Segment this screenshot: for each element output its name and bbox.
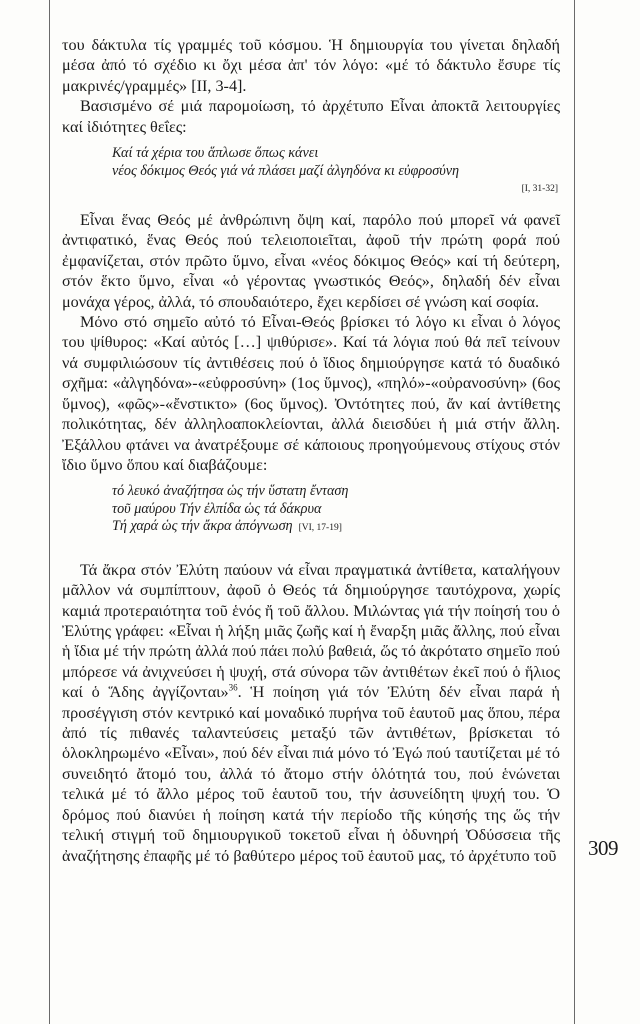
paragraph-5 bbox=[62, 560, 560, 866]
verse-line: νέος δόκιμος Θεός γιά νά πλάσει μαζί ἀλγηδόνα κι εὐφροσύνη bbox=[112, 162, 460, 179]
body-text bbox=[62, 35, 560, 866]
verse-line: Καί τά χέρια του ἅπλωσε ὅπως κάνει bbox=[112, 145, 319, 162]
page-number: 309 bbox=[588, 836, 618, 860]
paragraph-2: Βασισμένο σέ μιά παρομοίωση, τό ἀρχέτυπο Εἶναι ἀποκτᾶ λειτουργίες καί ἰδιότητες θεΐες: bbox=[62, 97, 560, 136]
left-margin-rule bbox=[49, 0, 50, 1024]
paragraph-5-text-continued: . Ἡ ποίηση γιά τόν Ἐλύτη δέν εἶναι παρά ἡ προσέγγιση στόν κεντρικό καί μοναδικό πυρήνα τοῦ ἑαυτοῦ μας ὅπου, πέρα ἀπό τίς πιθανές ταλαντεύσεις μεταξύ τῶν ἀντιθέτων, βρίσκεται τό ὁλοκληρωμένο «Εἶναι», πού δέν εἶναι πιά μόνο τό Ἐγώ πού ταυτίζεται μέ τό συνειδητό ἄτομό του, ἀλλά τό ἄτομο στήν ὁλότητά του, πού ἑνώνεται τελικά μέ τό ἄλλο μέρος τοῦ ἑαυτοῦ του, τήν ἀσυνείδητη ψυχή του. Ὁ δρόμος πού διανύει ἡ ποίηση κατά τήν περίοδο τῆς κύησής της ὥς τήν τελική στιγμή τοῦ δημιουργικοῦ τοκετοῦ εἶναι ἡ ὀδυνηρή Ὀδύσσεια τῆς ἀναζήτησης ἐπαφῆς μέ τό βαθύτερο μέρος τοῦ ἑαυτοῦ μας, τό ἀρχέτυπο τοῦ bbox=[62, 683, 560, 865]
verse-line: τοῦ μαύρου Τήν ἐλπίδα ὡς τά δάκρυα bbox=[112, 500, 322, 517]
verse-quote-1 bbox=[112, 145, 560, 196]
verse-line-text: Τή χαρά ὡς τήν ἄκρα ἀπόγνωση bbox=[112, 518, 293, 535]
verse-citation: [I, 31-32] bbox=[521, 184, 558, 195]
paragraph-3: Εἶναι ἕνας Θεός μέ ἀνθρώπινη ὄψη καί, παρόλο πού μπορεῖ νά φανεῖ ἀντιφατικό, ἕνας Θεός πού τελειοποιεῖται, ἀφοῦ τήν πρώτη φορά πού ἐμφανίζεται, στόν πρῶτο ὕμνο, εἶναι «νέος δόκιμος Θεός» καί τή δεύτερη, στόν ἕκτο ὕμνο, εἶναι «ὁ γέροντας γνωστικός Θεός», δηλαδή δέν εἶναι μονάχα γέρος, ἀλλά, τό σπουδαιότερο, ἔχει κερδίσει σέ γνώση καί σοφία. bbox=[62, 211, 560, 311]
verse-line: τό λευκό ἀναζήτησα ὡς τήν ὕστατη ἔνταση bbox=[112, 483, 349, 500]
right-margin-rule bbox=[574, 0, 575, 1024]
paragraph-1: του δάκτυλα τίς γραμμές τοῦ κόσμου. Ἡ δημιουργία του γίνεται δηλαδή μέσα ἀπό τό σχέδιο κι ὄχι μέσα ἀπ' τόν λόγο: «μέ τό δάκτυλο ἔσυρε τίς μακρινές/γραμμές» [II, 3-4]. bbox=[62, 36, 560, 95]
verse-citation: [VI, 17-19] bbox=[298, 523, 342, 534]
verse-quote-2 bbox=[112, 483, 560, 538]
paragraph-4: Μόνο στό σημεῖο αὐτό τό Εἶναι-Θεός βρίσκει τό λόγο κι εἶναι ὁ λόγος του ψίθυρος: «Καί αὐτός […] ψιθύρισε». Καί τά λόγια πού θά πεῖ τείνουν νά συμφιλιώσουν τίς ἀντιθέσεις πού ὁ ἴδιος δημιούργησε κατά τό δυαδικό σχῆμα: «ἀλγηδόνα»-«εὐφροσύνη» (1ος ὕμνος), «πηλό»-«οὐρανοσύνη» (6ος ὕμνος), «φῶς»-«ἔνστικτο» (6ος ὕμνος). Ὀντότητες πού, ἄν καί ἀντίθετης πολικότητας, δέν ἀλληλοαποκλείονται, ἀλλά διεισδύει ἡ μιά στήν ἄλλη. Ἐξάλλου φτάνει να ἀνατρέξουμε σέ κάποιους προηγούμενους στίχους στόν ἴδιο ὕμνο ὅπου καί διαβάζουμε: bbox=[62, 313, 560, 474]
paragraph-5-text: Τά ἄκρα στόν Ἐλύτη παύουν νά εἶναι πραγματικά ἀντίθετα, καταλήγουν μᾶλλον νά συμπίπτουν, ἀφοῦ ὁ Θεός τά δημιούργησε ταυτόχρονα, χωρίς καμιά προτεραιότητα τοῦ ἑνός ἤ τοῦ ἄλλου. Μιλώντας γιά τήν ποίησή του ὁ Ἐλύτης γράφει: «Εἶναι ἡ λήξη μιᾶς ζωῆς καί ἡ ἔναρξη μιᾶς ἄλλης, πού εἶναι ἡ ἴδια μέ τήν πρώτη ἀλλά πού πάει πολύ βαθειά, ὥς τό ἀκρότατο σημεῖο πού μπόρεσε νά ἀνιχνεύσει ἡ ψυχή, στά σύνορα τῶν ἀντιθέτων ἐκεῖ πού ὁ ἥλιος καί ὁ Ἅδης ἀγγίζονται» bbox=[62, 560, 560, 702]
verse-line bbox=[112, 518, 560, 538]
footnote-marker: 36 bbox=[228, 682, 238, 693]
